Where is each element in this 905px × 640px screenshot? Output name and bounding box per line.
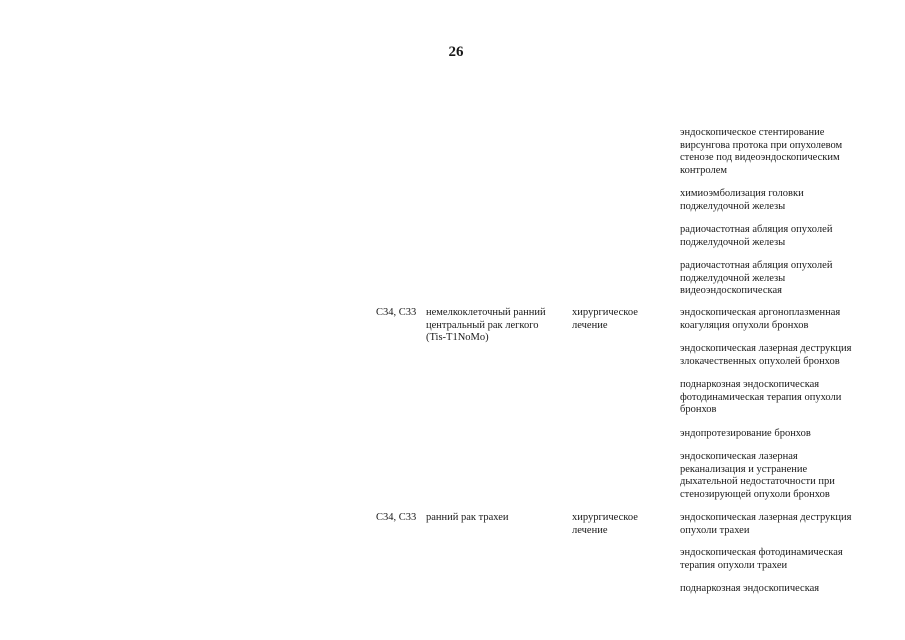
method-lung-pdt: поднаркозная эндоскопическая фотодинамическая терапия опухоли бронхов (680, 379, 842, 416)
row-trachea-code: C34, C33 (376, 512, 417, 523)
method-pancreas-rfa-video: радиочастотная абляция опухолей поджелудочной железы видеоэндоскопическая (680, 260, 833, 297)
page-number: 26 (448, 44, 464, 60)
method-trachea-laser: эндоскопическая лазерная деструкция опухоли трахеи (680, 512, 852, 536)
method-lung-prosthesis: эндопротезирование бронхов (680, 428, 811, 439)
row-lung-treatment: хирургическое лечение (572, 307, 638, 331)
row-lung-diagnosis: немелкоклеточный ранний центральный рак легкого (Tis-T1NoMo) (426, 307, 546, 344)
method-pancreas-rfa: радиочастотная абляция опухолей поджелудочной железы (680, 224, 833, 248)
row-trachea-diagnosis: ранний рак трахеи (426, 512, 509, 523)
row-lung-code: C34, C33 (376, 307, 417, 318)
row-trachea-treatment: хирургическое лечение (572, 512, 638, 536)
method-lung-recanalization: эндоскопическая лазерная реканализация и устранение дыхательной недостаточности при стенозирующей опухоли бронхов (680, 451, 835, 500)
method-lung-argon: эндоскопическая аргоноплазменная коагуляция опухоли бронхов (680, 307, 841, 331)
method-pancreas-chemoembolization: химиоэмболизация головки поджелудочной железы (680, 188, 804, 212)
method-trachea-pdt: эндоскопическая фотодинамическая терапия опухоли трахеи (680, 547, 843, 571)
method-pancreas-stenting: эндоскопическое стентирование вирсунгова протока при опухолевом стенозе под видеоэндоскопическим контролем (680, 127, 843, 176)
method-trachea-anesthesia: поднаркозная эндоскопическая (680, 583, 820, 594)
method-lung-laser: эндоскопическая лазерная деструкция злокачественных опухолей бронхов (680, 343, 852, 367)
